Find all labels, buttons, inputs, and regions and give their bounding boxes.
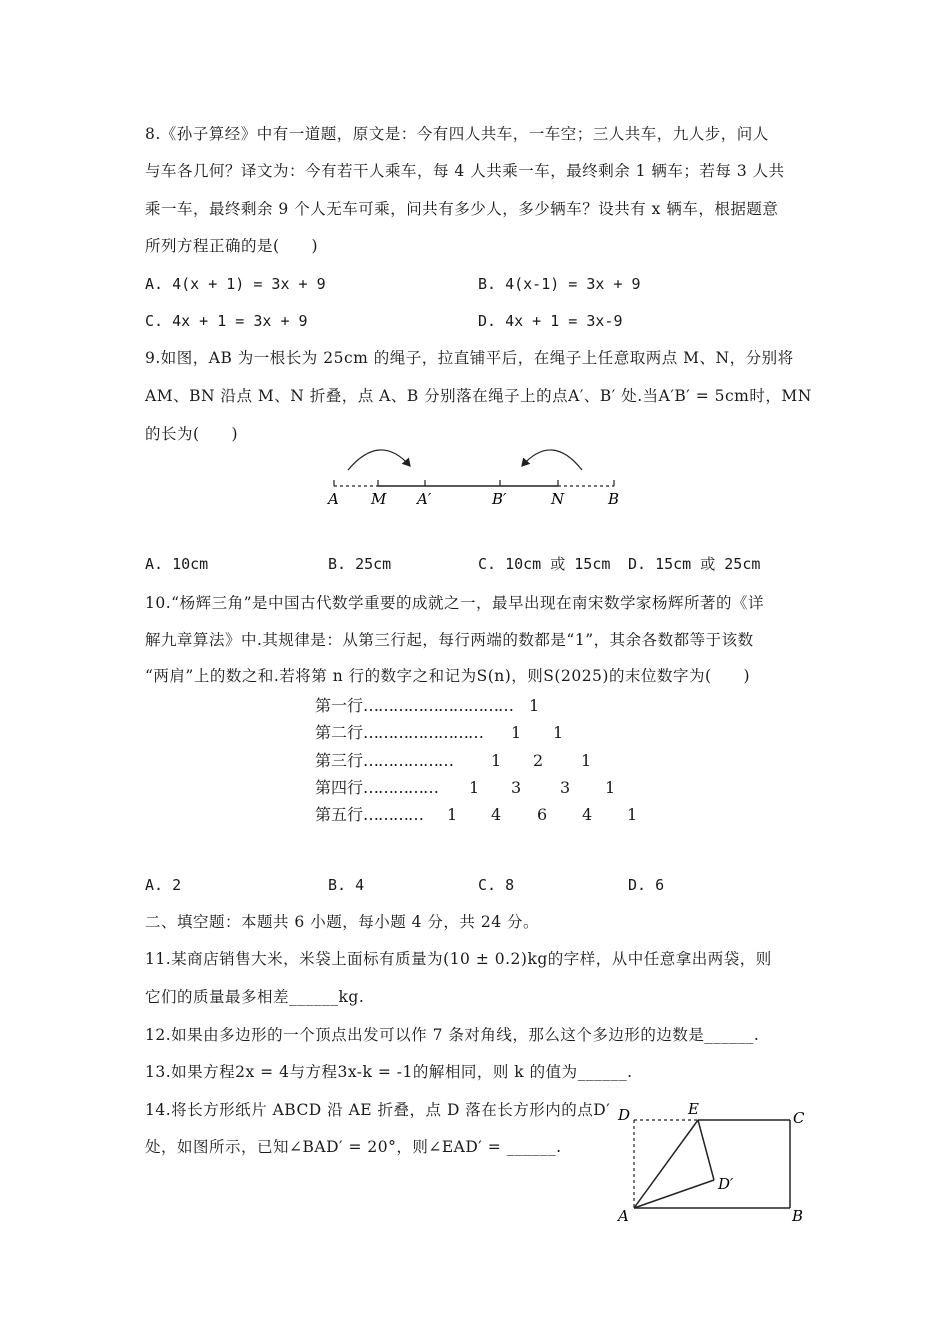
- edge-ed-prime: [698, 1120, 714, 1180]
- triangle-number: 1: [605, 778, 616, 797]
- q9-line-2: AM、BN 沿点 M、N 折叠，点 A、B 分别落在绳子上的点A′、B′ 处.当A′B′ = 5cm时，MN: [145, 387, 812, 405]
- q8-option-c: C. 4x + 1 = 3x + 9: [145, 312, 308, 330]
- row-dots: …………………………: [363, 696, 514, 715]
- q10-line-2: 解九章算法》中.其规律是：从第三行起，每行两端的数都是“1”，其余各数都等于该数: [145, 631, 754, 649]
- triangle-row-3: [315, 751, 592, 771]
- q9-line-1: 9.如图，AB 为一根长为 25cm 的绳子，拉直铺平后，在绳子上任意取两点 M、N，分别将: [145, 349, 794, 367]
- label-b: B: [608, 490, 620, 508]
- triangle-number: 4: [582, 805, 593, 824]
- triangle-number: 3: [511, 778, 522, 797]
- q9-option-b: B. 25cm: [328, 555, 392, 573]
- q8-line-3: 乘一车，最终剩余 9 个人无车可乘，问共有多少人，多少辆车？设共有 x 辆车，根据题意: [145, 200, 779, 218]
- q8-line-1: 8.《孙子算经》中有一道题，原文是：今有四人共车，一车空；三人共车，九人步，问人: [145, 125, 769, 143]
- triangle-number: 1: [447, 805, 458, 824]
- triangle-number: 2: [533, 751, 544, 770]
- q8-line-2: 与车各几何？译文为：今有若干人乘车，每 4 人共乘一车，最终剩余 1 辆车；若每 3 人共: [145, 162, 785, 180]
- fold-line-ae: [634, 1120, 698, 1208]
- triangle-number: 1: [581, 751, 592, 770]
- row-label: 第四行: [315, 778, 364, 797]
- row-dots: ……………: [363, 778, 439, 797]
- rectangle-fold-figure: [608, 1096, 813, 1228]
- triangle-row-4: [315, 778, 616, 798]
- q9-option-d: D. 15cm 或 25cm: [628, 555, 761, 573]
- row-dots: ……………………: [363, 723, 484, 742]
- q11-line-2: 它们的质量最多相差______kg.: [145, 988, 365, 1006]
- row-label: 第一行: [315, 696, 364, 715]
- q10-option-a: A. 2: [145, 876, 182, 894]
- row-dots: ………………: [363, 751, 454, 770]
- triangle-number: 4: [491, 805, 502, 824]
- label-c: C: [793, 1109, 805, 1127]
- q9-line-3: 的长为( ): [145, 425, 239, 443]
- label-a-prime: A′: [417, 490, 432, 508]
- q10-line-1: 10.“杨辉三角”是中国古代数学重要的成就之一，最早出现在南宋数学家杨辉所著的《详: [145, 594, 765, 612]
- triangle-number: 1: [511, 723, 522, 742]
- triangle-row-5: [315, 805, 638, 825]
- label-b: B: [792, 1207, 804, 1225]
- label-a: A: [328, 490, 339, 508]
- q12-line: 12.如果由多边形的一个顶点出发可以作 7 条对角线，那么这个多边形的边数是______.: [145, 1026, 760, 1044]
- triangle-number: 1: [491, 751, 502, 770]
- q14-line-2: 处，如图所示，已知∠BAD′ = 20°，则∠EAD′ = ______.: [145, 1138, 562, 1156]
- label-e: E: [688, 1100, 699, 1118]
- fold-arrow-left: [348, 450, 410, 470]
- q8-option-d: D. 4x + 1 = 3x-9: [478, 312, 623, 330]
- triangle-row-1: [315, 696, 540, 716]
- section-heading: 二、填空题：本题共 6 小题，每小题 4 分，共 24 分。: [145, 913, 540, 931]
- q8-option-a: A. 4(x + 1) = 3x + 9: [145, 275, 326, 293]
- row-label: 第三行: [315, 751, 364, 770]
- label-n: N: [551, 490, 565, 508]
- label-d: D: [618, 1106, 631, 1124]
- triangle-number: 1: [529, 696, 540, 715]
- label-a: A: [618, 1207, 629, 1225]
- triangle-number: 1: [553, 723, 564, 742]
- fold-arrow-right: [522, 450, 582, 470]
- triangle-number: 1: [627, 805, 638, 824]
- q9-option-a: A. 10cm: [145, 555, 209, 573]
- q14-line-1: 14.将长方形纸片 ABCD 沿 AE 折叠，点 D 落在长方形内的点D′: [145, 1101, 611, 1119]
- q10-option-d: D. 6: [628, 876, 665, 894]
- q9-option-c: C. 10cm 或 15cm: [478, 555, 611, 573]
- q13-line: 13.如果方程2x = 4与方程3x-k = -1的解相同，则 k 的值为______.: [145, 1063, 633, 1081]
- rope-figure: [320, 440, 630, 512]
- q8-option-b: B. 4(x-1) = 3x + 9: [478, 275, 641, 293]
- q8-line-4: 所列方程正确的是( ): [145, 237, 319, 255]
- row-label: 第二行: [315, 723, 364, 742]
- triangle-number: 1: [469, 778, 480, 797]
- q10-option-c: C. 8: [478, 876, 515, 894]
- label-m: M: [371, 490, 387, 508]
- row-label: 第五行: [315, 805, 364, 824]
- row-dots: …………: [363, 805, 424, 824]
- q11-line-1: 11.某商店销售大米，米袋上面标有质量为(10 ± 0.2)kg的字样，从中任意拿出两袋，则: [145, 950, 772, 968]
- triangle-row-2: [315, 723, 564, 743]
- label-b-prime: B′: [492, 490, 507, 508]
- triangle-number: 6: [537, 805, 548, 824]
- q10-line-3: “两肩”上的数之和.若将第 n 行的数字之和记为S(n)，则S(2025)的末位数字为( ): [145, 667, 751, 685]
- edge-ad-prime: [634, 1180, 714, 1208]
- triangle-number: 3: [560, 778, 571, 797]
- q10-option-b: B. 4: [328, 876, 365, 894]
- label-d-prime: D′: [718, 1175, 734, 1193]
